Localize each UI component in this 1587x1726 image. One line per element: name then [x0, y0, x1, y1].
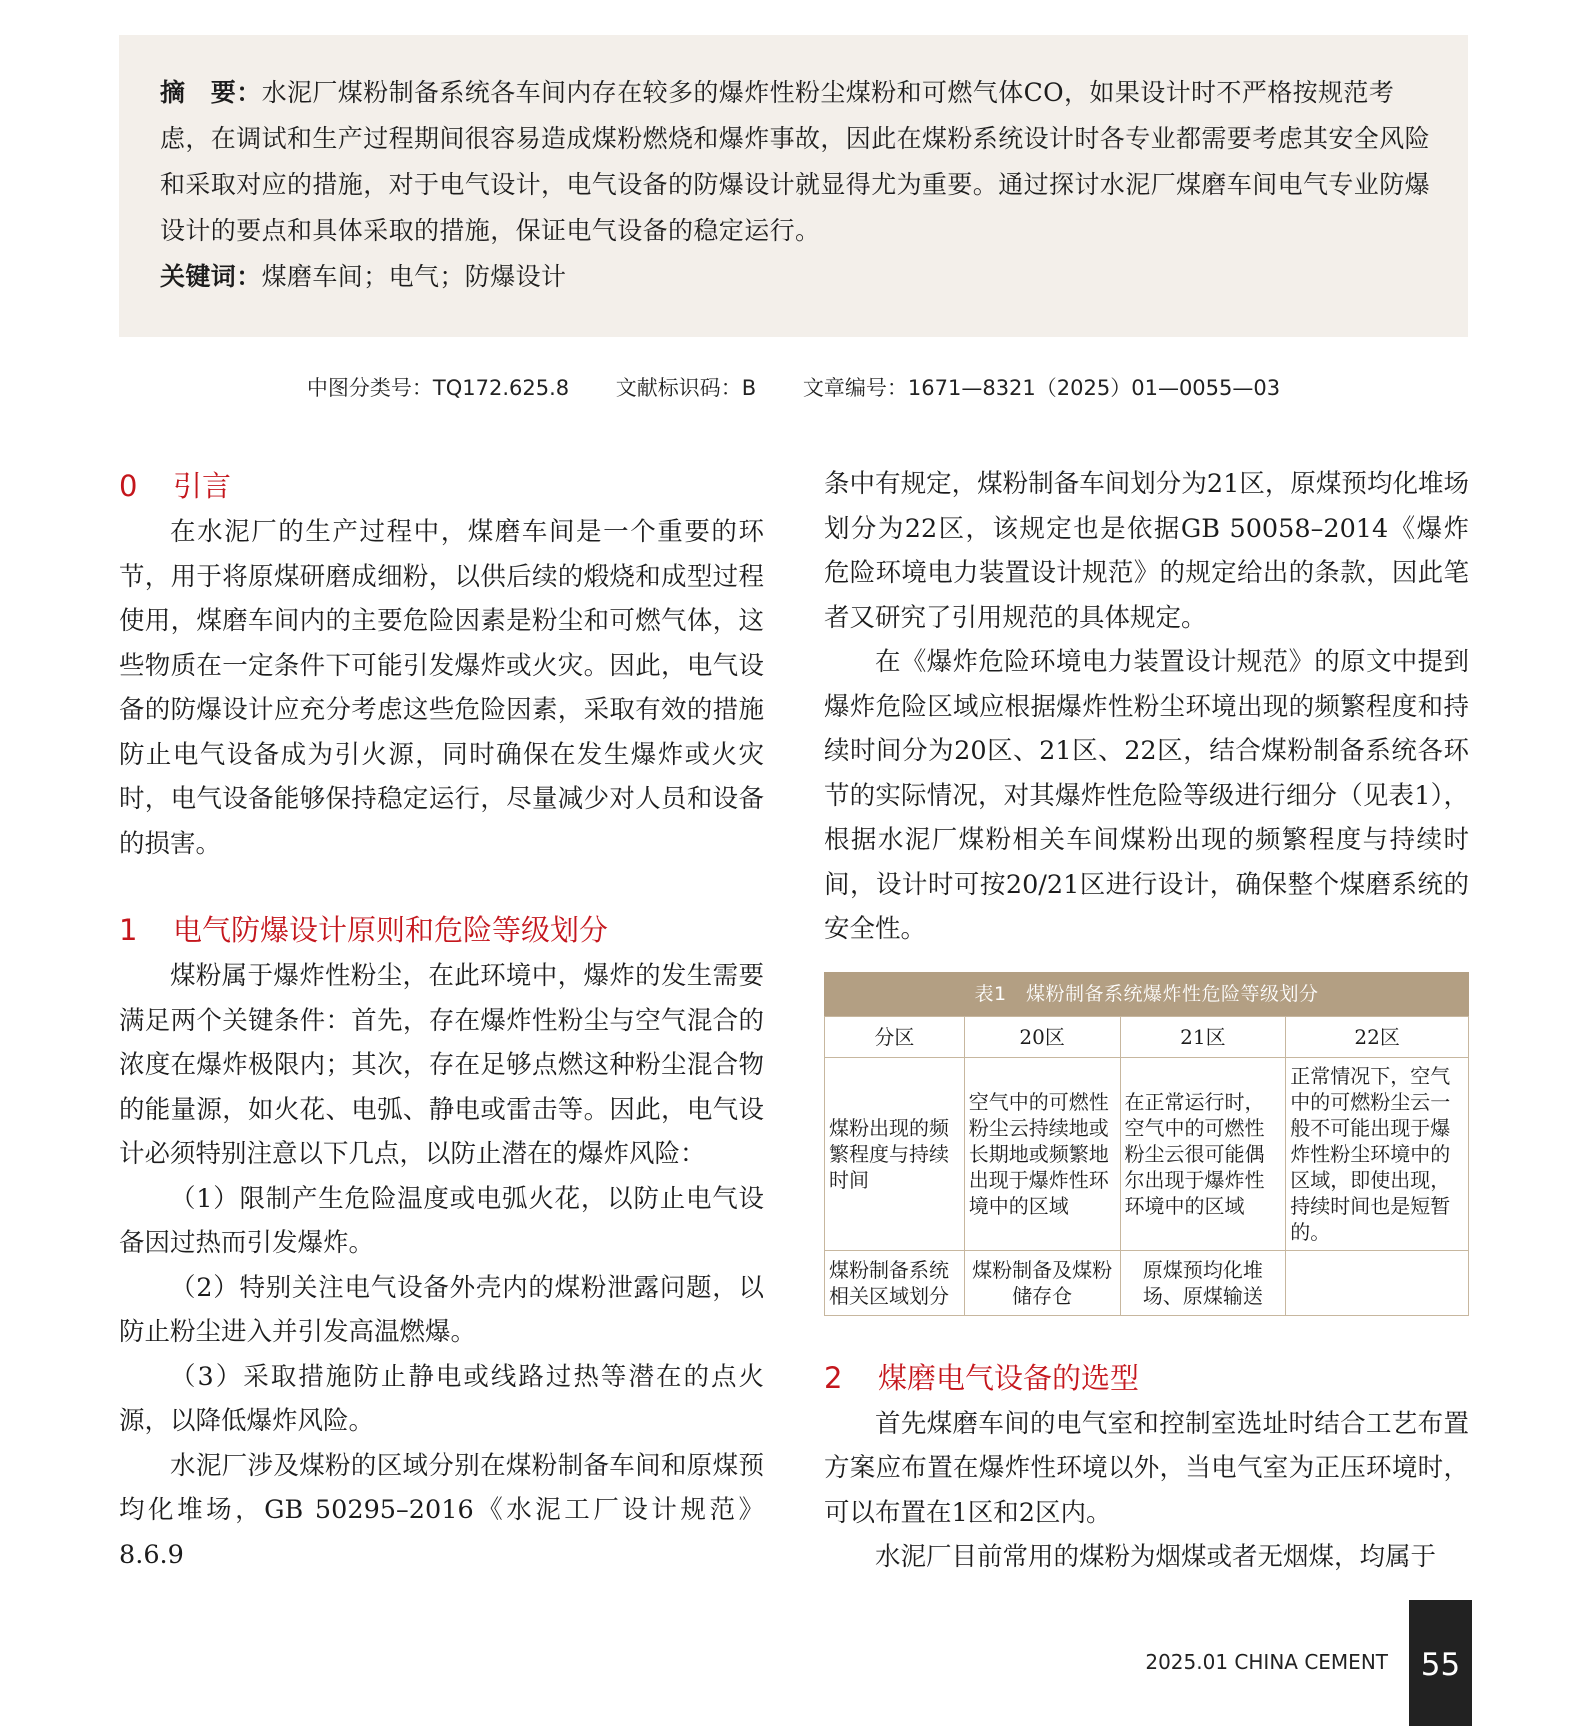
section-2-paragraph-1: 首先煤磨车间的电气室和控制室选址时结合工艺布置方案应布置在爆炸性环境以外，当电气室为正压环境时，可以布置在1区和2区内。	[824, 1408, 1469, 1528]
clc-number: 中图分类号：TQ172.625.8	[306, 376, 570, 400]
section-0-number: 0	[119, 469, 138, 503]
table-cell: 煤粉出现的频繁程度与持续时间	[825, 1057, 965, 1250]
article-number: 文章编号：1671—8321（2025）01—0055—03	[802, 376, 1281, 400]
section-1-item-1: （1）限制产生危险温度或电弧火花，以防止电气设备因过热而引发爆炸。	[119, 1183, 764, 1258]
section-2-number: 2	[824, 1360, 843, 1395]
table-cell: 在正常运行时，空气中的可燃性粉尘云很可能偶尔出现于爆炸性环境中的区域	[1120, 1057, 1286, 1250]
section-1-item-3: （3）采取措施防止静电或线路过热等潜在的点火源，以降低爆炸风险。	[119, 1361, 764, 1436]
table-row	[825, 1250, 1469, 1315]
section-1-paragraph-2-continued: 条中有规定，煤粉制备车间划分为21区，原煤预均化堆场划分为22区，该规定也是依据GB 50058–2014《爆炸危险环境电力装置设计规范》的规定给出的条款，因此笔者又研究了引用规范的具体规定。	[824, 469, 1469, 633]
table-1	[824, 1016, 1469, 1316]
section-2-title: 煤磨电气设备的选型	[878, 1360, 1140, 1395]
table-cell: 空气中的可燃性粉尘云持续地或长期地或频繁地出现于爆炸性环境中的区域	[964, 1057, 1120, 1250]
table-cell	[1286, 1250, 1469, 1315]
table-header-cell: 21区	[1120, 1016, 1286, 1057]
left-column	[119, 462, 764, 1577]
table-cell: 正常情况下，空气中的可燃粉尘云一般不可能出现于爆炸性粉尘环境中的区域，即使出现，持续时间也是短暂的。	[1286, 1057, 1469, 1250]
abstract-paragraph	[160, 70, 1430, 254]
section-1-paragraph-1: 煤粉属于爆炸性粉尘，在此环境中，爆炸的发生需要满足两个关键条件：首先，存在爆炸性粉尘与空气混合的浓度在爆炸极限内；其次，存在足够点燃这种粉尘混合物的能量源，如火花、电弧、静电或雷击等。因此，电气设计必须特别注意以下几点，以防止潜在的爆炸风险：	[119, 961, 764, 1169]
abstract-box	[119, 35, 1468, 337]
journal-footer: 2025.01 CHINA CEMENT	[1145, 1650, 1388, 1674]
section-1-title: 电气防爆设计原则和危险等级划分	[173, 913, 609, 947]
table-header-cell: 20区	[964, 1016, 1120, 1057]
right-column	[824, 462, 1469, 1580]
table-header-cell: 分区	[825, 1016, 965, 1057]
table-cell: 原煤预均化堆场、原煤输送	[1120, 1250, 1286, 1315]
table-header-row	[825, 1016, 1469, 1057]
section-1-paragraph-2: 水泥厂涉及煤粉的区域分别在煤粉制备车间和原煤预均化堆场，GB 50295–2016《水泥工厂设计规范》8.6.9	[119, 1450, 764, 1570]
keywords-paragraph	[160, 254, 1430, 300]
section-0-title: 引言	[173, 469, 232, 503]
keywords-label: 关键词：	[160, 262, 262, 291]
abstract-text: 水泥厂煤粉制备系统各车间内存在较多的爆炸性粉尘煤粉和可燃气体CO，如果设计时不严格按规范考虑，在调试和生产过程期间很容易造成煤粉燃烧和爆炸事故，因此在煤粉系统设计时各专业都需要考虑其安全风险和采取对应的措施，对于电气设计，电气设备的防爆设计就显得尤为重要。通过探讨水泥厂煤磨车间电气专业防爆设计的要点和具体采取的措施，保证电气设备的稳定运行。	[160, 78, 1431, 245]
section-1-item-2: （2）特别关注电气设备外壳内的煤粉泄露问题，以防止粉尘进入并引发高温燃爆。	[119, 1272, 764, 1347]
table-row	[825, 1057, 1469, 1250]
table-cell: 煤粉制备系统相关区域划分	[825, 1250, 965, 1315]
keywords-text: 煤磨车间；电气；防爆设计	[261, 262, 567, 291]
section-2-heading	[824, 1354, 1469, 1402]
document-code: 文献标识码：B	[615, 376, 757, 400]
section-1-heading	[119, 906, 764, 954]
section-0-paragraph: 在水泥厂的生产过程中，煤磨车间是一个重要的环节，用于将原煤研磨成细粉，以供后续的煅烧和成型过程使用，煤磨车间内的主要危险因素是粉尘和可燃气体，这些物质在一定条件下可能引发爆炸或火灾。因此，电气设备的防爆设计应充分考虑这些危险因素，采取有效的措施防止电气设备成为引火源，同时确保在发生爆炸或火灾时，电气设备能够保持稳定运行，尽量减少对人员和设备的损害。	[119, 517, 764, 859]
table-1-caption: 表1 煤粉制备系统爆炸性危险等级划分	[824, 972, 1469, 1016]
section-1-number: 1	[119, 913, 138, 947]
section-2-paragraph-2: 水泥厂目前常用的煤粉为烟煤或者无烟煤，均属于	[875, 1542, 1437, 1572]
table-cell: 煤粉制备及煤粉储存仓	[964, 1250, 1120, 1315]
section-1-paragraph-3: 在《爆炸危险环境电力装置设计规范》的原文中提到爆炸危险区域应根据爆炸性粉尘环境出现的频繁程度和持续时间分为20区、21区、22区，结合煤粉制备系统各环节的实际情况，对其爆炸性危险等级进行细分（见表1），根据水泥厂煤粉相关车间煤粉出现的频繁程度与持续时间，设计时可按20/21区进行设计，确保整个煤磨系统的安全性。	[824, 647, 1469, 944]
table-header-cell: 22区	[1286, 1016, 1469, 1057]
abstract-label: 摘 要：	[160, 78, 262, 107]
section-0-heading	[119, 462, 764, 510]
page-number: 55	[1409, 1600, 1472, 1726]
classification-line	[0, 372, 1587, 402]
